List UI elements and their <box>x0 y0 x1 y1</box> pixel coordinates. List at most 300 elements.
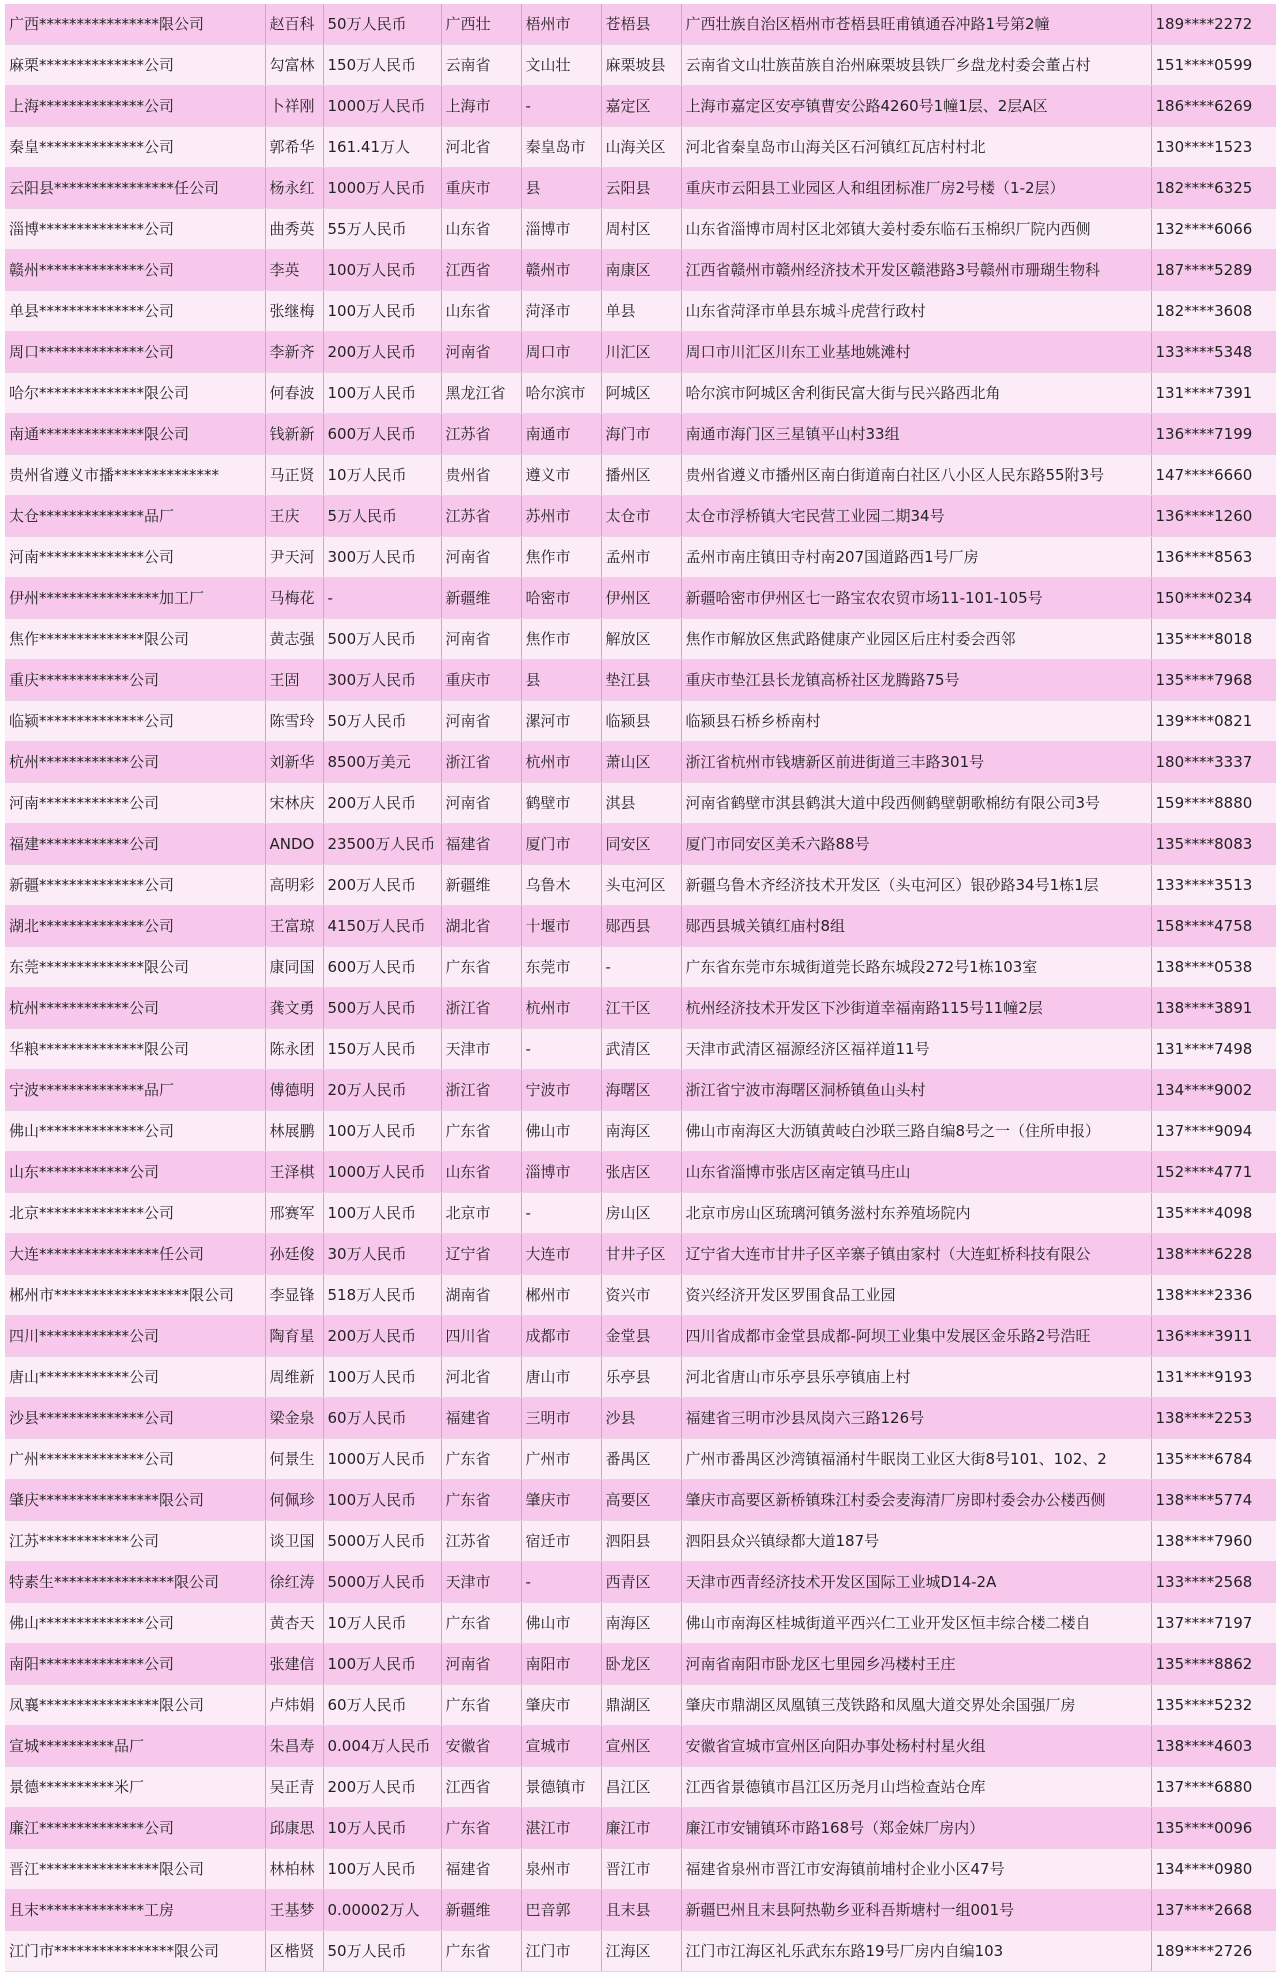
registered-capital-cell: 100万人民币 <box>323 1193 441 1234</box>
phone-cell: 136****1260 <box>1151 496 1276 537</box>
province-cell: 广东省 <box>441 1603 521 1644</box>
address-cell: 江西省景德镇市昌江区历尧月山垱检查站仓库 <box>681 1767 1151 1808</box>
district-cell: 山海关区 <box>601 127 681 168</box>
province-cell: 广东省 <box>441 1111 521 1152</box>
registered-capital-cell: 1000万人民币 <box>323 86 441 127</box>
address-cell: 江西省赣州市赣州经济技术开发区赣港路3号赣州市珊瑚生物科 <box>681 250 1151 291</box>
registered-capital-cell: 0.004万人民币 <box>323 1726 441 1767</box>
company-name-cell: 江苏************公司 <box>5 1521 265 1562</box>
district-cell: 同安区 <box>601 824 681 865</box>
registered-capital-cell: 1000万人民币 <box>323 1152 441 1193</box>
province-cell: 河南省 <box>441 332 521 373</box>
legal-person-cell: 周维新 <box>265 1357 323 1398</box>
phone-cell: 135****8083 <box>1151 824 1276 865</box>
registered-capital-cell: 200万人民币 <box>323 1767 441 1808</box>
province-cell: 四川省 <box>441 1316 521 1357</box>
city-cell: 郴州市 <box>521 1275 601 1316</box>
phone-cell: 180****3337 <box>1151 742 1276 783</box>
registered-capital-cell: 1000万人民币 <box>323 168 441 209</box>
legal-person-cell: 李英 <box>265 250 323 291</box>
province-cell: 广东省 <box>441 1439 521 1480</box>
district-cell: 海门市 <box>601 414 681 455</box>
registered-capital-cell: 100万人民币 <box>323 1357 441 1398</box>
table-row <box>5 168 1276 209</box>
company-name-cell: 沙县**************公司 <box>5 1398 265 1439</box>
table-row <box>5 537 1276 578</box>
address-cell: 福建省泉州市晋江市安海镇前埔村企业小区47号 <box>681 1849 1151 1890</box>
company-name-cell: 淄博**************公司 <box>5 209 265 250</box>
legal-person-cell: 梁金泉 <box>265 1398 323 1439</box>
city-cell: 佛山市 <box>521 1603 601 1644</box>
company-name-cell: 伊州****************加工厂 <box>5 578 265 619</box>
table-row <box>5 742 1276 783</box>
province-cell: 重庆市 <box>441 660 521 701</box>
district-cell: 甘井子区 <box>601 1234 681 1275</box>
company-name-cell: 肇庆****************限公司 <box>5 1480 265 1521</box>
phone-cell: 138****6228 <box>1151 1234 1276 1275</box>
table-row <box>5 619 1276 660</box>
phone-cell: 138****3891 <box>1151 988 1276 1029</box>
table-row <box>5 455 1276 496</box>
table-row <box>5 414 1276 455</box>
company-name-cell: 湖北**************公司 <box>5 906 265 947</box>
city-cell: 景德镇市 <box>521 1767 601 1808</box>
province-cell: 辽宁省 <box>441 1234 521 1275</box>
address-cell: 山东省淄博市张店区南定镇马庄山 <box>681 1152 1151 1193</box>
address-cell: 泗阳县众兴镇绿都大道187号 <box>681 1521 1151 1562</box>
city-cell: 菏泽市 <box>521 291 601 332</box>
phone-cell: 138****2336 <box>1151 1275 1276 1316</box>
province-cell: 贵州省 <box>441 455 521 496</box>
registered-capital-cell: 300万人民币 <box>323 660 441 701</box>
table-row <box>5 1070 1276 1111</box>
legal-person-cell: 陶育星 <box>265 1316 323 1357</box>
registered-capital-cell: 10万人民币 <box>323 1808 441 1849</box>
district-cell: 麻栗坡县 <box>601 45 681 86</box>
legal-person-cell: 陈永团 <box>265 1029 323 1070</box>
legal-person-cell: 黄杏天 <box>265 1603 323 1644</box>
company-name-cell: 焦作**************限公司 <box>5 619 265 660</box>
company-name-cell: 东莞**************限公司 <box>5 947 265 988</box>
province-cell: 江西省 <box>441 250 521 291</box>
address-cell: 广州市番禺区沙湾镇福涌村牛眠岗工业区大街8号101、102、2 <box>681 1439 1151 1480</box>
registered-capital-cell: 600万人民币 <box>323 414 441 455</box>
company-name-cell: 河南**************公司 <box>5 537 265 578</box>
registered-capital-cell: 8500万美元 <box>323 742 441 783</box>
legal-person-cell: 卢炜娟 <box>265 1685 323 1726</box>
district-cell: 周村区 <box>601 209 681 250</box>
registered-capital-cell: 100万人民币 <box>323 1849 441 1890</box>
registered-capital-cell: 60万人民币 <box>323 1685 441 1726</box>
province-cell: 广东省 <box>441 1480 521 1521</box>
table-row <box>5 1029 1276 1070</box>
phone-cell: 135****7968 <box>1151 660 1276 701</box>
company-name-cell: 广州**************公司 <box>5 1439 265 1480</box>
province-cell: 新疆维 <box>441 1890 521 1931</box>
district-cell: 泗阳县 <box>601 1521 681 1562</box>
company-name-cell: 上海**************公司 <box>5 86 265 127</box>
district-cell: 房山区 <box>601 1193 681 1234</box>
city-cell: 杭州市 <box>521 742 601 783</box>
district-cell: 头屯河区 <box>601 865 681 906</box>
company-name-cell: 廉江**************公司 <box>5 1808 265 1849</box>
legal-person-cell: 高明彩 <box>265 865 323 906</box>
table-row <box>5 1603 1276 1644</box>
legal-person-cell: 马正贤 <box>265 455 323 496</box>
phone-cell: 187****5289 <box>1151 250 1276 291</box>
address-cell: 云南省文山壮族苗族自治州麻栗坡县铁厂乡盘龙村委会董占村 <box>681 45 1151 86</box>
table-row <box>5 783 1276 824</box>
company-name-cell: 赣州**************公司 <box>5 250 265 291</box>
province-cell: 河北省 <box>441 127 521 168</box>
company-name-cell: 江门市****************限公司 <box>5 1931 265 1972</box>
address-cell: 新疆哈密市伊州区七一路宝农农贸市场11-101-105号 <box>681 578 1151 619</box>
company-name-cell: 佛山**************公司 <box>5 1111 265 1152</box>
province-cell: 广东省 <box>441 947 521 988</box>
table-row <box>5 1152 1276 1193</box>
address-cell: 贵州省遵义市播州区南白街道南白社区八小区人民东路55附3号 <box>681 455 1151 496</box>
phone-cell: 137****2668 <box>1151 1890 1276 1931</box>
address-cell: 临颍县石桥乡桥南村 <box>681 701 1151 742</box>
province-cell: 河北省 <box>441 1357 521 1398</box>
company-name-cell: 晋江****************限公司 <box>5 1849 265 1890</box>
company-name-cell: 麻栗**************公司 <box>5 45 265 86</box>
district-cell: 卧龙区 <box>601 1644 681 1685</box>
phone-cell: 137****6880 <box>1151 1767 1276 1808</box>
address-cell: 山东省菏泽市单县东城斗虎营行政村 <box>681 291 1151 332</box>
province-cell: 新疆维 <box>441 578 521 619</box>
registered-capital-cell: 200万人民币 <box>323 783 441 824</box>
legal-person-cell: 何景生 <box>265 1439 323 1480</box>
table-row <box>5 496 1276 537</box>
city-cell: 文山壮 <box>521 45 601 86</box>
province-cell: 福建省 <box>441 1398 521 1439</box>
district-cell: 江干区 <box>601 988 681 1029</box>
district-cell: 嘉定区 <box>601 86 681 127</box>
phone-cell: 138****7960 <box>1151 1521 1276 1562</box>
district-cell: 云阳县 <box>601 168 681 209</box>
district-cell: 垫江县 <box>601 660 681 701</box>
phone-cell: 133****3513 <box>1151 865 1276 906</box>
address-cell: 新疆乌鲁木齐经济技术开发区（头屯河区）银砂路34号1栋1层 <box>681 865 1151 906</box>
province-cell: 福建省 <box>441 824 521 865</box>
table-row <box>5 660 1276 701</box>
legal-person-cell: 邱康思 <box>265 1808 323 1849</box>
registered-capital-cell: 150万人民币 <box>323 45 441 86</box>
province-cell: 浙江省 <box>441 742 521 783</box>
registered-capital-cell: 20万人民币 <box>323 1070 441 1111</box>
phone-cell: 138****4603 <box>1151 1726 1276 1767</box>
province-cell: 安徽省 <box>441 1726 521 1767</box>
city-cell: 宿迁市 <box>521 1521 601 1562</box>
address-cell: 安徽省宣城市宣州区向阳办事处杨村村星火组 <box>681 1726 1151 1767</box>
table-row <box>5 1767 1276 1808</box>
table-row <box>5 332 1276 373</box>
address-cell: 廉江市安铺镇环市路168号（郑金妹厂房内） <box>681 1808 1151 1849</box>
phone-cell: 133****2568 <box>1151 1562 1276 1603</box>
province-cell: 河南省 <box>441 783 521 824</box>
company-name-cell: 福建************公司 <box>5 824 265 865</box>
records-table <box>5 4 1276 1972</box>
table-row <box>5 906 1276 947</box>
table-row <box>5 1521 1276 1562</box>
legal-person-cell: 何佩珍 <box>265 1480 323 1521</box>
address-cell: 哈尔滨市阿城区舍利街民富大街与民兴路西北角 <box>681 373 1151 414</box>
address-cell: 四川省成都市金堂县成都-阿坝工业集中发展区金乐路2号浩旺 <box>681 1316 1151 1357</box>
province-cell: 湖北省 <box>441 906 521 947</box>
province-cell: 新疆维 <box>441 865 521 906</box>
phone-cell: 158****4758 <box>1151 906 1276 947</box>
legal-person-cell: 李显锋 <box>265 1275 323 1316</box>
legal-person-cell: 陈雪玲 <box>265 701 323 742</box>
address-cell: 太仓市浮桥镇大宅民营工业园二期34号 <box>681 496 1151 537</box>
city-cell: 泉州市 <box>521 1849 601 1890</box>
district-cell: 川汇区 <box>601 332 681 373</box>
province-cell: 江苏省 <box>441 414 521 455</box>
legal-person-cell: 王泽棋 <box>265 1152 323 1193</box>
registered-capital-cell: 100万人民币 <box>323 250 441 291</box>
phone-cell: 136****3911 <box>1151 1316 1276 1357</box>
phone-cell: 138****5774 <box>1151 1480 1276 1521</box>
phone-cell: 139****0821 <box>1151 701 1276 742</box>
province-cell: 天津市 <box>441 1562 521 1603</box>
province-cell: 重庆市 <box>441 168 521 209</box>
legal-person-cell: 王富琼 <box>265 906 323 947</box>
city-cell: 广州市 <box>521 1439 601 1480</box>
table-row <box>5 4 1276 45</box>
company-name-cell: 哈尔**************限公司 <box>5 373 265 414</box>
company-name-cell: 景德**********米厂 <box>5 1767 265 1808</box>
city-cell: 赣州市 <box>521 250 601 291</box>
district-cell: 播州区 <box>601 455 681 496</box>
table-row <box>5 250 1276 291</box>
province-cell: 河南省 <box>441 1644 521 1685</box>
company-name-cell: 凤襄****************限公司 <box>5 1685 265 1726</box>
table-row <box>5 45 1276 86</box>
company-name-cell: 新疆**************公司 <box>5 865 265 906</box>
phone-cell: 137****7197 <box>1151 1603 1276 1644</box>
company-name-cell: 临颍**************公司 <box>5 701 265 742</box>
address-cell: 厦门市同安区美禾六路88号 <box>681 824 1151 865</box>
city-cell: 肇庆市 <box>521 1480 601 1521</box>
address-cell: 杭州经济技术开发区下沙街道幸福南路115号11幢2层 <box>681 988 1151 1029</box>
table-row <box>5 209 1276 250</box>
registered-capital-cell: 5000万人民币 <box>323 1562 441 1603</box>
company-name-cell: 且末**************工房 <box>5 1890 265 1931</box>
city-cell: 宣城市 <box>521 1726 601 1767</box>
legal-person-cell: 卜祥刚 <box>265 86 323 127</box>
city-cell: 巴音郭 <box>521 1890 601 1931</box>
registered-capital-cell: 60万人民币 <box>323 1398 441 1439</box>
district-cell: 番禺区 <box>601 1439 681 1480</box>
legal-person-cell: 李新齐 <box>265 332 323 373</box>
company-name-cell: 郴州市******************限公司 <box>5 1275 265 1316</box>
legal-person-cell: 王庆 <box>265 496 323 537</box>
legal-person-cell: 王固 <box>265 660 323 701</box>
company-name-cell: 河南************公司 <box>5 783 265 824</box>
address-cell: 肇庆市高要区新桥镇珠江村委会麦海清厂房即村委会办公楼西侧 <box>681 1480 1151 1521</box>
legal-person-cell: 区楷贤 <box>265 1931 323 1972</box>
district-cell: 伊州区 <box>601 578 681 619</box>
province-cell: 浙江省 <box>441 988 521 1029</box>
phone-cell: 150****0234 <box>1151 578 1276 619</box>
phone-cell: 131****9193 <box>1151 1357 1276 1398</box>
table-row <box>5 86 1276 127</box>
district-cell: 金堂县 <box>601 1316 681 1357</box>
city-cell: 县 <box>521 660 601 701</box>
province-cell: 江苏省 <box>441 1521 521 1562</box>
phone-cell: 131****7391 <box>1151 373 1276 414</box>
company-name-cell: 杭州************公司 <box>5 988 265 1029</box>
district-cell: 宣州区 <box>601 1726 681 1767</box>
registered-capital-cell: 600万人民币 <box>323 947 441 988</box>
table-row <box>5 1808 1276 1849</box>
company-name-cell: 宣城**********品厂 <box>5 1726 265 1767</box>
district-cell: 南海区 <box>601 1603 681 1644</box>
legal-person-cell: 尹天河 <box>265 537 323 578</box>
table-row <box>5 1931 1276 1972</box>
table-row <box>5 865 1276 906</box>
address-cell: 北京市房山区琉璃河镇务滋村东养殖场院内 <box>681 1193 1151 1234</box>
address-cell: 天津市西青经济技术开发区国际工业城D14-2A <box>681 1562 1151 1603</box>
province-cell: 河南省 <box>441 701 521 742</box>
registered-capital-cell: 1000万人民币 <box>323 1439 441 1480</box>
table-row <box>5 1562 1276 1603</box>
city-cell: 南通市 <box>521 414 601 455</box>
district-cell: 廉江市 <box>601 1808 681 1849</box>
district-cell: 太仓市 <box>601 496 681 537</box>
phone-cell: 186****6269 <box>1151 86 1276 127</box>
phone-cell: 136****7199 <box>1151 414 1276 455</box>
registered-capital-cell: 5万人民币 <box>323 496 441 537</box>
province-cell: 黑龙江省 <box>441 373 521 414</box>
registered-capital-cell: 518万人民币 <box>323 1275 441 1316</box>
table-row <box>5 1275 1276 1316</box>
province-cell: 山东省 <box>441 209 521 250</box>
address-cell: 资兴经济开发区罗围食品工业园 <box>681 1275 1151 1316</box>
company-name-cell: 唐山************公司 <box>5 1357 265 1398</box>
province-cell: 北京市 <box>441 1193 521 1234</box>
company-name-cell: 北京**************公司 <box>5 1193 265 1234</box>
legal-person-cell: 王基梦 <box>265 1890 323 1931</box>
province-cell: 江西省 <box>441 1767 521 1808</box>
district-cell: 孟州市 <box>601 537 681 578</box>
address-cell: 重庆市云阳县工业园区人和组团标准厂房2号楼（1-2层） <box>681 168 1151 209</box>
registered-capital-cell: 150万人民币 <box>323 1029 441 1070</box>
registered-capital-cell: 50万人民币 <box>323 701 441 742</box>
city-cell: 秦皇岛市 <box>521 127 601 168</box>
city-cell: 乌鲁木 <box>521 865 601 906</box>
province-cell: 云南省 <box>441 45 521 86</box>
address-cell: 福建省三明市沙县凤岗六三路126号 <box>681 1398 1151 1439</box>
registered-capital-cell: 300万人民币 <box>323 537 441 578</box>
city-cell: 成都市 <box>521 1316 601 1357</box>
company-name-cell: 秦皇**************公司 <box>5 127 265 168</box>
phone-cell: 151****0599 <box>1151 45 1276 86</box>
address-cell: 辽宁省大连市甘井子区辛寨子镇由家村（大连虹桥科技有限公 <box>681 1234 1151 1275</box>
address-cell: 焦作市解放区焦武路健康产业园区后庄村委会西邻 <box>681 619 1151 660</box>
legal-person-cell: 郭希华 <box>265 127 323 168</box>
city-cell: 淄博市 <box>521 1152 601 1193</box>
district-cell: 海曙区 <box>601 1070 681 1111</box>
district-cell: 淇县 <box>601 783 681 824</box>
phone-cell: 135****8862 <box>1151 1644 1276 1685</box>
province-cell: 河南省 <box>441 619 521 660</box>
table-row <box>5 1439 1276 1480</box>
city-cell: 江门市 <box>521 1931 601 1972</box>
legal-person-cell: 傅德明 <box>265 1070 323 1111</box>
address-cell: 浙江省宁波市海曙区洞桥镇鱼山头村 <box>681 1070 1151 1111</box>
city-cell: 淄博市 <box>521 209 601 250</box>
company-name-cell: 贵州省遵义市播************** <box>5 455 265 496</box>
phone-cell: 138****0538 <box>1151 947 1276 988</box>
district-cell: 资兴市 <box>601 1275 681 1316</box>
table-row <box>5 1726 1276 1767</box>
table-row <box>5 291 1276 332</box>
city-cell: 厦门市 <box>521 824 601 865</box>
table-row <box>5 127 1276 168</box>
registered-capital-cell: 10万人民币 <box>323 455 441 496</box>
registered-capital-cell: 200万人民币 <box>323 865 441 906</box>
address-cell: 河南省南阳市卧龙区七里园乡冯楼村王庄 <box>681 1644 1151 1685</box>
registered-capital-cell: 4150万人民币 <box>323 906 441 947</box>
table-row <box>5 373 1276 414</box>
phone-cell: 189****2726 <box>1151 1931 1276 1972</box>
province-cell: 江苏省 <box>441 496 521 537</box>
city-cell: 焦作市 <box>521 619 601 660</box>
address-cell: 浙江省杭州市钱塘新区前进街道三丰路301号 <box>681 742 1151 783</box>
registered-capital-cell: 500万人民币 <box>323 619 441 660</box>
address-cell: 河北省唐山市乐亭县乐亭镇庙上村 <box>681 1357 1151 1398</box>
city-cell: 哈尔滨市 <box>521 373 601 414</box>
city-cell: 南阳市 <box>521 1644 601 1685</box>
legal-person-cell: 龚文勇 <box>265 988 323 1029</box>
registered-capital-cell: 10万人民币 <box>323 1603 441 1644</box>
legal-person-cell: 谈卫国 <box>265 1521 323 1562</box>
district-cell: 苍梧县 <box>601 4 681 45</box>
province-cell: 广西壮 <box>441 4 521 45</box>
company-name-cell: 大连****************任公司 <box>5 1234 265 1275</box>
address-cell: 广西壮族自治区梧州市苍梧县旺甫镇通吞冲路1号第2幢 <box>681 4 1151 45</box>
phone-cell: 182****6325 <box>1151 168 1276 209</box>
legal-person-cell: 林展鹏 <box>265 1111 323 1152</box>
legal-person-cell: 杨永红 <box>265 168 323 209</box>
phone-cell: 135****0096 <box>1151 1808 1276 1849</box>
phone-cell: 130****1523 <box>1151 127 1276 168</box>
city-cell: 鹤壁市 <box>521 783 601 824</box>
province-cell: 浙江省 <box>441 1070 521 1111</box>
table-row <box>5 1357 1276 1398</box>
company-name-cell: 华粮**************限公司 <box>5 1029 265 1070</box>
address-cell: 上海市嘉定区安亭镇曹安公路4260号1幢1层、2层A区 <box>681 86 1151 127</box>
city-cell: - <box>521 86 601 127</box>
legal-person-cell: 宋林庆 <box>265 783 323 824</box>
city-cell: 肇庆市 <box>521 1685 601 1726</box>
phone-cell: 135****4098 <box>1151 1193 1276 1234</box>
city-cell: - <box>521 1562 601 1603</box>
table-row <box>5 1480 1276 1521</box>
city-cell: - <box>521 1029 601 1070</box>
address-cell: 佛山市南海区桂城街道平西兴仁工业开发区恒丰综合楼二楼自 <box>681 1603 1151 1644</box>
district-cell: 沙县 <box>601 1398 681 1439</box>
company-name-cell: 南阳**************公司 <box>5 1644 265 1685</box>
district-cell: 张店区 <box>601 1152 681 1193</box>
table-row <box>5 988 1276 1029</box>
table-row <box>5 1193 1276 1234</box>
district-cell: 郧西县 <box>601 906 681 947</box>
city-cell: 县 <box>521 168 601 209</box>
city-cell: 东莞市 <box>521 947 601 988</box>
